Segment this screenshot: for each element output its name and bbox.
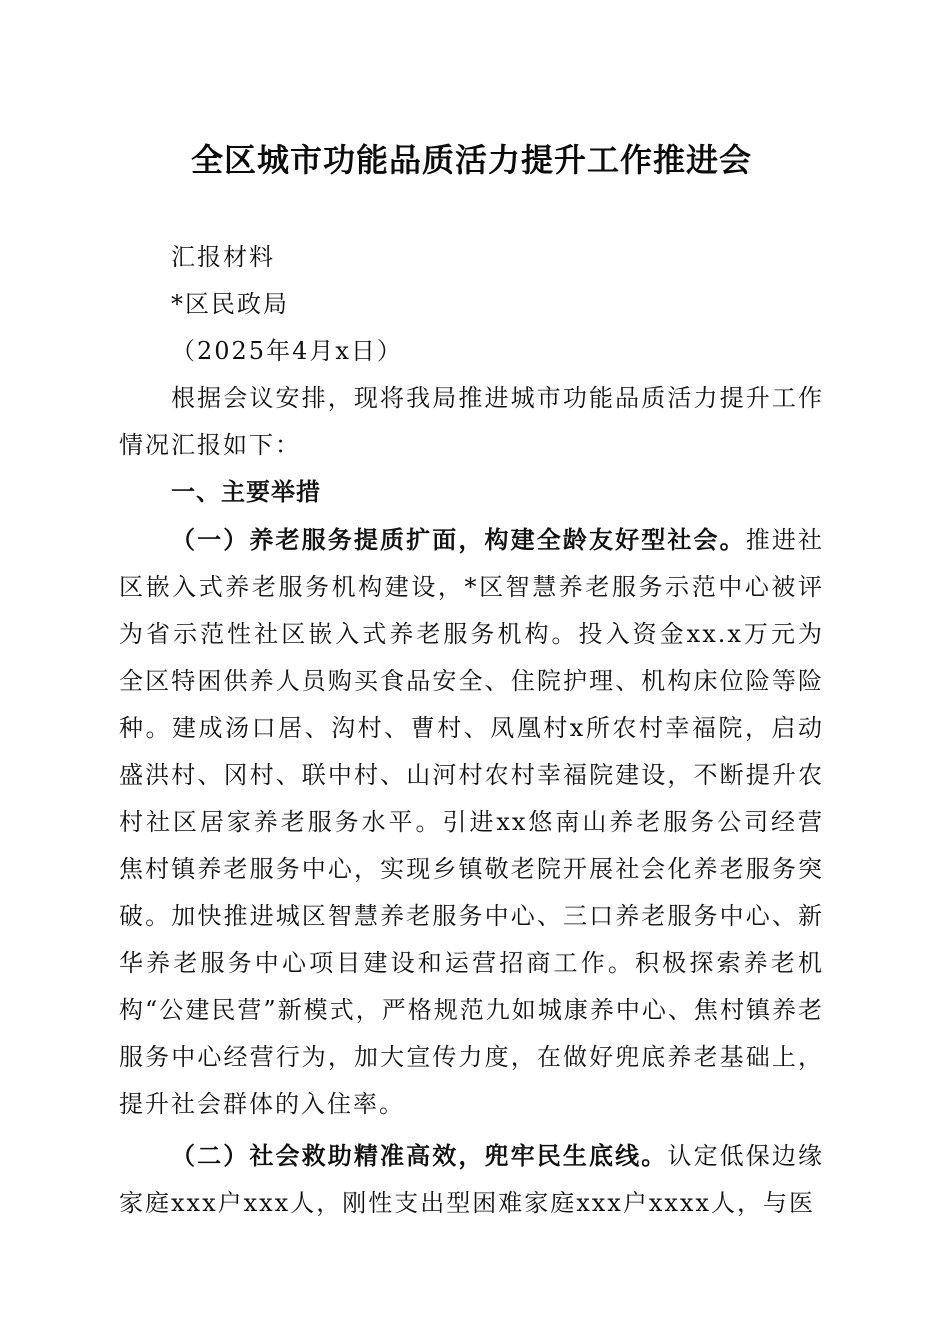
intro-paragraph: 根据会议安排，现将我局推进城市功能品质活力提升工作情况汇报如下：: [119, 384, 824, 459]
paragraph-lead-elderly-care: （一）养老服务提质扩面，构建全龄友好型社会。: [171, 525, 746, 554]
section-heading-main-measures: 一、主要举措: [171, 478, 321, 506]
department-name: *区民政局: [171, 290, 289, 318]
paragraph-social-assistance: [119, 1132, 824, 1227]
document-content: [119, 132, 824, 1227]
document-title: 全区城市功能品质活力提升工作推进会: [190, 141, 752, 179]
report-type: 汇报材料: [171, 243, 275, 271]
paragraph-body-elderly-care: 推进社区嵌入式养老服务机构建设，*区智慧养老服务示范中心被评为省示范性社区嵌入式养老服务机构。投入资金xx.x万元为全区特困供养人员购买食品安全、住院护理、机构床位险等险种。建成汤口居、沟村、曹村、凤凰村x所农村幸福院，启动盛洪村、冈村、联中村、山河村农村幸福院建设，不断提升农村社区居家养老服务水平。引进xx悠南山养老服务公司经营焦村镇养老服务中心，实现乡镇敬老院开展社会化养老服务突破。加快推进城区智慧养老服务中心、三口养老服务中心、新华养老服务中心项目建设和运营招商工作。积极探索养老机构“公建民营”新模式，严格规范九如城康养中心、焦村镇养老服务中心经营行为，加大宣传力度，在做好兜底养老基础上，提升社会群体的入住率。: [119, 526, 824, 1118]
paragraph-body-social-assistance: 认定低保边缘家庭xxx户xxx人，刚性支出型困难家庭xxx户xxxx人，与医: [119, 1142, 824, 1217]
report-date: （2025年4月x日）: [171, 337, 403, 365]
paragraph-lead-social-assistance: （二）社会救助精准高效，兜牢民生底线。: [171, 1141, 668, 1170]
paragraph-elderly-care: [119, 516, 824, 1128]
